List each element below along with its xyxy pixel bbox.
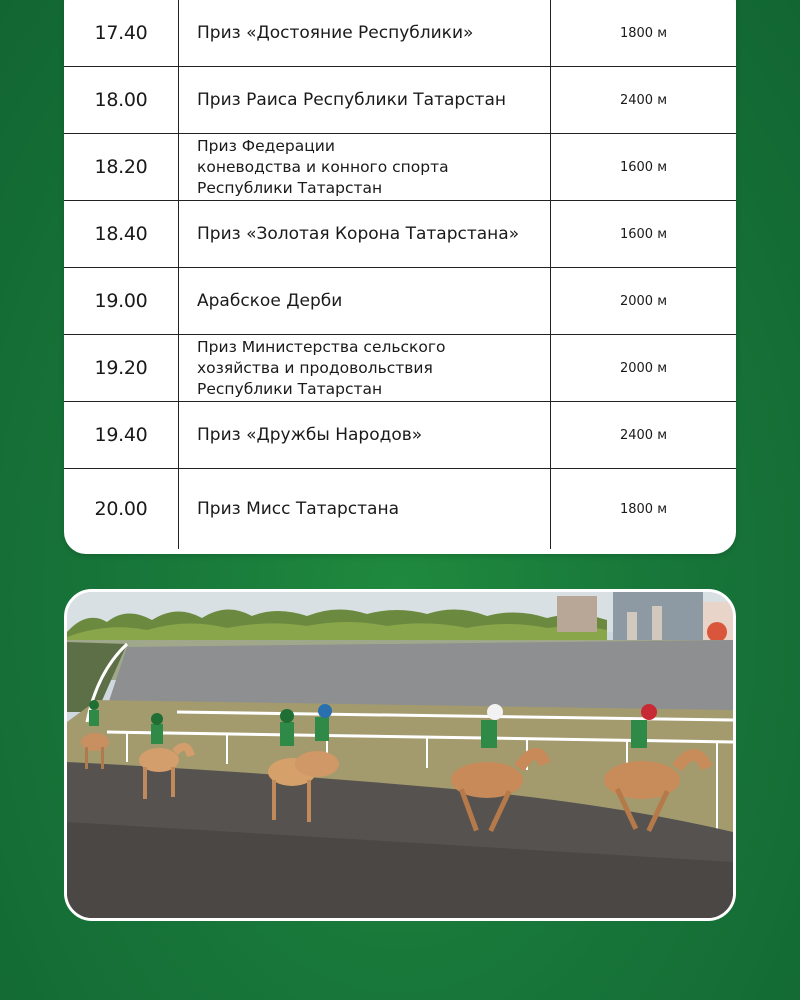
race-distance: 2000 м	[619, 360, 668, 376]
table-row	[64, 0, 736, 67]
race-prize: Арабское Дерби	[179, 268, 551, 334]
race-prize: Приз «Достояние Республики»	[179, 0, 551, 66]
race-distance: 1800 м	[619, 25, 668, 41]
building	[557, 596, 597, 632]
table-row	[64, 402, 736, 469]
race-time: 18.00	[64, 67, 179, 133]
race-prize: Приз Министерства сельского хозяйства и продовольствия Республики Татарстан	[179, 335, 551, 401]
race-time: 20.00	[64, 469, 179, 549]
race-distance: 1600 м	[619, 226, 668, 242]
horse-race-photo	[64, 589, 736, 921]
race-prize: Приз Федерации коневодства и конного спорта Республики Татарстан	[179, 134, 551, 200]
table-row	[64, 134, 736, 201]
table-row	[64, 268, 736, 335]
race-distance: 2000 м	[619, 293, 668, 309]
race-distance: 2400 м	[619, 427, 668, 443]
race-schedule-card	[64, 0, 736, 554]
far-track	[107, 640, 733, 712]
race-time: 19.20	[64, 335, 179, 401]
race-distance: 1600 м	[619, 159, 668, 175]
race-distance: 1800 м	[619, 501, 668, 517]
race-prize: Приз «Золотая Корона Татарстана»	[179, 201, 551, 267]
horse-race-illustration	[67, 592, 733, 918]
race-time: 18.40	[64, 201, 179, 267]
race-distance: 2400 м	[619, 92, 668, 108]
race-time: 18.20	[64, 134, 179, 200]
race-time: 17.40	[64, 0, 179, 66]
race-prize: Приз Мисс Татарстана	[179, 469, 551, 549]
race-schedule-table	[64, 0, 736, 549]
table-row	[64, 469, 736, 549]
race-prize: Приз «Дружбы Народов»	[179, 402, 551, 468]
race-prize: Приз Раиса Республики Татарстан	[179, 67, 551, 133]
table-row	[64, 335, 736, 402]
table-row	[64, 67, 736, 134]
banner-decoration	[707, 622, 727, 642]
race-time: 19.40	[64, 402, 179, 468]
race-time: 19.00	[64, 268, 179, 334]
table-row	[64, 201, 736, 268]
